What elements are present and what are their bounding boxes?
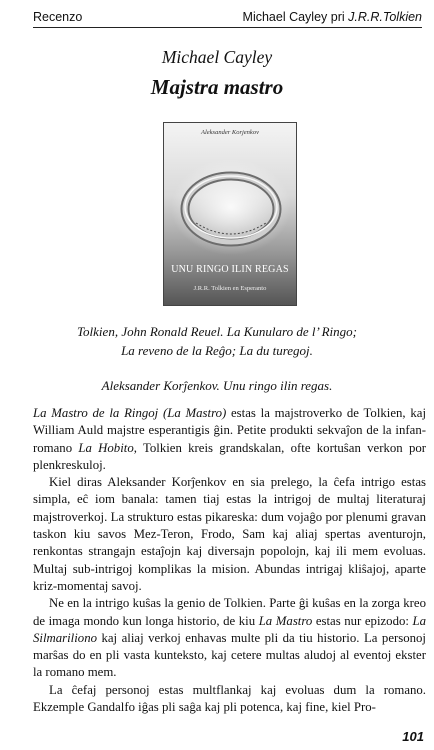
paragraph-1: La Mastro de la Ringoj (La Mastro) estas la majstroverko de Tolkien, kaj William Auld majstre esperantigis ĝin. Petite produkti sekvaĵon de la infan-romano La Hobito, Tolkien kreis grandskalan, ofte kortuŝan verkon por plenkreskuloj. bbox=[33, 406, 427, 472]
book-title-la-mastro: La Mastro bbox=[258, 613, 313, 628]
ring-illustration bbox=[164, 123, 297, 306]
cover-subtitle: J.R.R. Tolkien en Esperanto bbox=[193, 285, 267, 292]
cover-title: UNU RINGO ILIN REGAS bbox=[171, 264, 289, 275]
paragraph-2: Kiel diras Aleksander Korĵenkov en sia prelego, la ĉefa intrigo estas simpla, eĉ iom banala: tamen tiaj estas la intrigoj de multaj literaturaj majstroverkoj. La strukturo estas pikareska: dum vojaĝo por plenumi gravan taskon kiu savos Mez-Teron, Frodo, Sam kaj aliaj spertas aventurojn, renkontas strangajn estaĵojn kaj diversajn popolojn, kaj ili mem evoluas. Multaj sub-intrigoj komplikas la mision. Abundas intrigaj kliŝajoj, aparte kriz-momentaj savoj. bbox=[33, 475, 426, 593]
article-author: Michael Cayley bbox=[161, 47, 273, 67]
article-body bbox=[33, 405, 426, 716]
book-title-hobito: La Hobito bbox=[78, 440, 134, 455]
cover-author: Aleksander Korjenkov bbox=[201, 129, 259, 136]
reference-1-line-2: La reveno de la Reĝo; La du turegoj. bbox=[121, 342, 313, 358]
book-title-mastro: La Mastro de la Ringoj (La Mastro) bbox=[33, 406, 227, 420]
running-title-prefix: Michael Cayley pri bbox=[242, 10, 349, 24]
reference-1-line-1: Tolkien, John Ronald Reuel. La Kunularo de l’ Ringo; bbox=[77, 324, 357, 339]
section-label: Recenzo bbox=[33, 10, 83, 24]
bibliographic-references bbox=[0, 323, 434, 396]
running-title bbox=[243, 10, 422, 24]
paragraph-3: Ne en la intrigo kuŝas la genio de Tolkien. Parte ĝi kuŝas en la zorga kreo de imaga mondo kun longa historio, de kiu La Mastro estas nur epizodo: La Silmariliono kaj aliaj verkoj enhavas multe pli da tiu historio. La personoj marŝas do en pli vasta kunteksto, kaj cetere multas aludoj al eventoj ekster la romano mem. bbox=[33, 596, 426, 680]
running-header bbox=[33, 9, 422, 28]
book-title-silmariliono: La Silmariliono bbox=[33, 613, 426, 645]
page-number: 101 bbox=[402, 729, 424, 744]
paragraph-4: La ĉefaj personoj estas multflankaj kaj evoluas dum la romano. Ekzemple Gandalfo iĝas pli saĝa kaj pli potenca, kaj fine, kiel Pro- bbox=[33, 682, 426, 715]
reference-2: Aleksander Korĵenkov. Unu ringo ilin regas. bbox=[101, 378, 333, 393]
book-cover-image bbox=[163, 122, 297, 306]
article-title: Majstra mastro bbox=[150, 75, 284, 99]
running-title-name: J.R.R.Tolkien bbox=[348, 10, 422, 24]
